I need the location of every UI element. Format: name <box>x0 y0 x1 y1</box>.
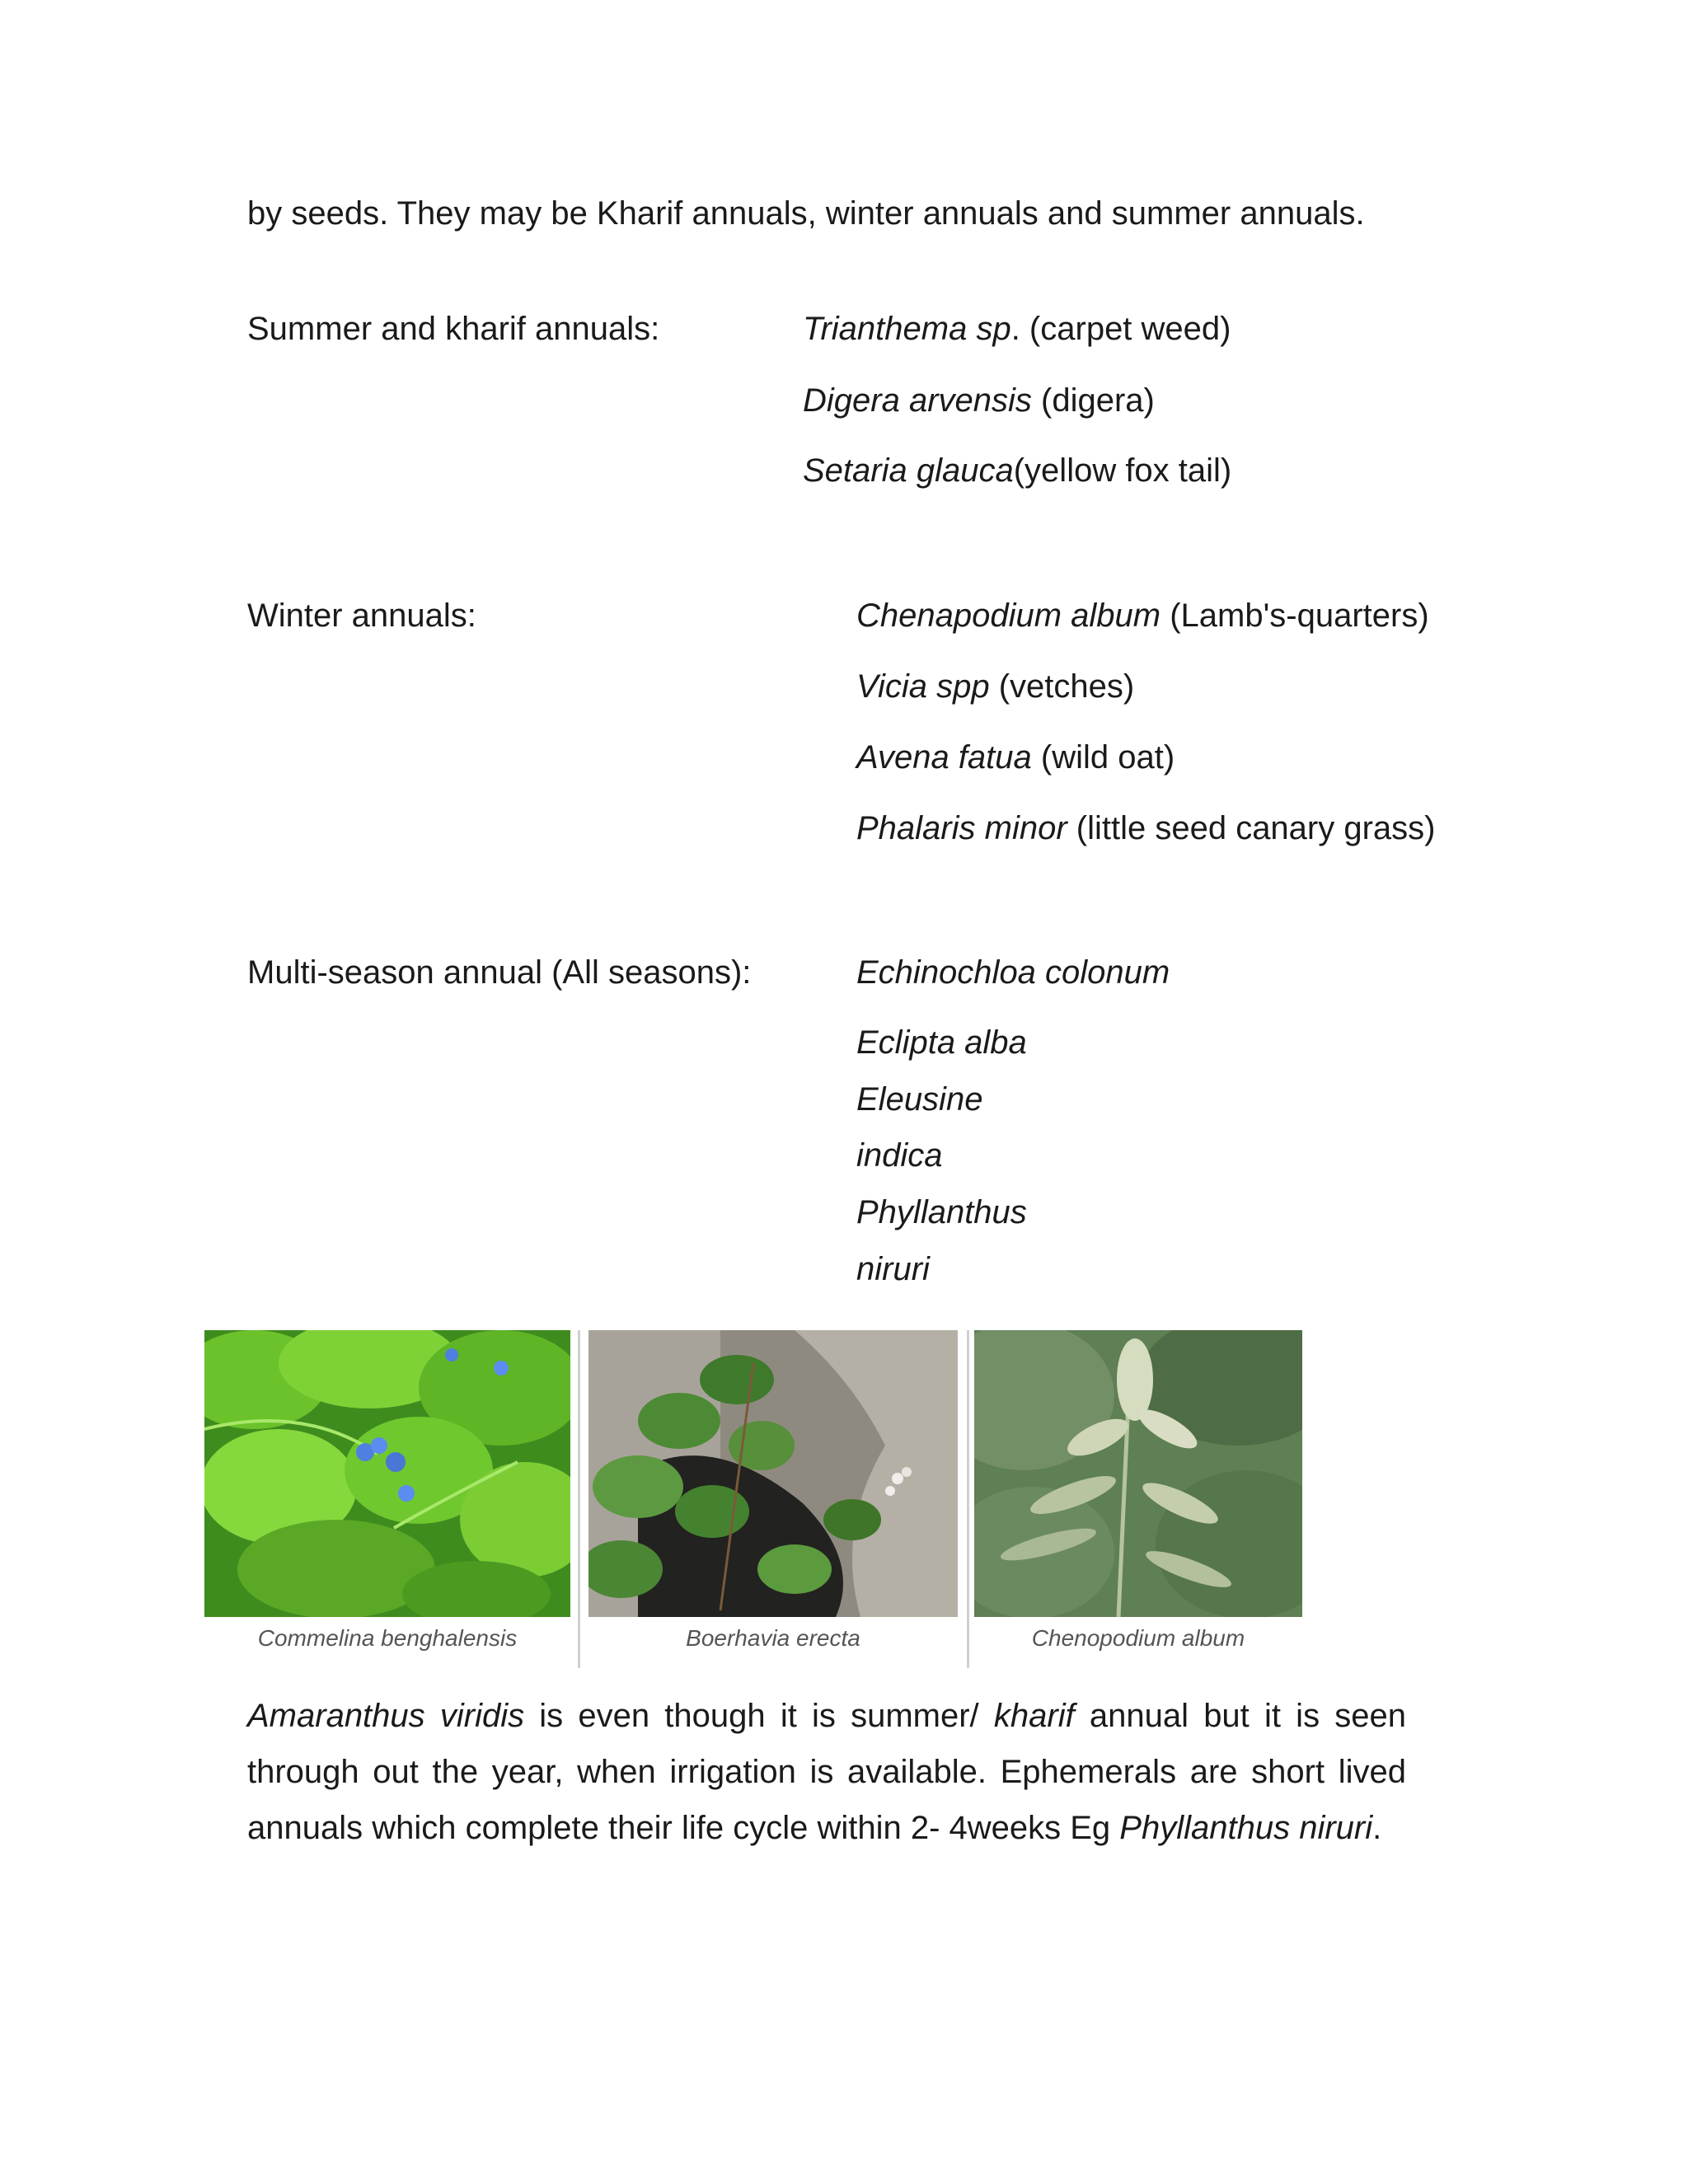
latin-name: Digera arvensis <box>803 382 1032 419</box>
latin-name: Amaranthus viridis <box>247 1698 525 1734</box>
common-name: (wild oat) <box>1031 739 1175 776</box>
common-name: (digera) <box>1031 382 1155 419</box>
summer-item <box>803 308 1231 349</box>
boerhavia-photo-icon <box>588 1330 958 1617</box>
photo-divider <box>967 1330 969 1668</box>
latin-name: Setaria glauca <box>803 452 1014 489</box>
winter-item <box>856 666 1134 707</box>
common-name: (Lamb's-quarters) <box>1160 598 1429 634</box>
photo-caption: Chenopodium album <box>1031 1625 1245 1651</box>
multi-item: Eleusine <box>856 1081 983 1118</box>
multi-item: Phyllanthus <box>856 1194 1027 1230</box>
body-paragraph <box>247 1688 1406 1856</box>
paragraph-text: annual but it is seen through out the year, when irrigation is available. Ephemerals are short lived annuals which complete their life cycle within 2- 4weeks Eg <box>247 1698 1406 1846</box>
latin-name: Trianthema sp <box>803 311 1011 347</box>
chenopodium-photo-icon <box>974 1330 1302 1617</box>
common-name: . (carpet weed) <box>1010 311 1231 347</box>
latin-name: Vicia spp <box>856 668 990 705</box>
summer-label: Summer and kharif annuals: <box>247 311 660 347</box>
latin-name: Avena fatua <box>856 739 1032 776</box>
multi-item: niruri <box>856 1251 930 1287</box>
paragraph-text: . <box>1372 1810 1382 1846</box>
photo-caption: Boerhavia erecta <box>686 1625 860 1651</box>
kharif-term: kharif <box>993 1698 1075 1734</box>
multi-label: Multi-season annual (All seasons): <box>247 954 752 991</box>
latin-name: Phalaris minor <box>856 810 1067 846</box>
latin-name: Phyllanthus niruri <box>1119 1810 1373 1846</box>
summer-item <box>803 450 1231 491</box>
winter-item <box>856 595 1429 636</box>
photo-caption: Commelina benghalensis <box>257 1625 518 1651</box>
latin-name: Chenapodium album <box>856 598 1161 634</box>
photo-divider <box>578 1330 580 1668</box>
multi-item: Eclipta alba <box>856 1024 1027 1061</box>
winter-label: Winter annuals: <box>247 598 476 634</box>
multi-item: indica <box>856 1137 943 1174</box>
common-name: (vetches) <box>989 668 1135 705</box>
common-name: (yellow fox tail) <box>1013 452 1232 489</box>
summer-item <box>803 380 1155 421</box>
commelina-photo-icon <box>204 1330 570 1617</box>
winter-item <box>856 737 1175 778</box>
intro-text: by seeds. They may be Kharif annuals, winter annuals and summer annuals. <box>247 195 1365 232</box>
multi-item: Echinochloa colonum <box>856 954 1170 991</box>
common-name: (little seed canary grass) <box>1067 810 1436 846</box>
winter-item <box>856 808 1436 849</box>
photo-strip <box>204 1330 1292 1668</box>
paragraph-text: is even though it is summer/ <box>524 1698 994 1734</box>
